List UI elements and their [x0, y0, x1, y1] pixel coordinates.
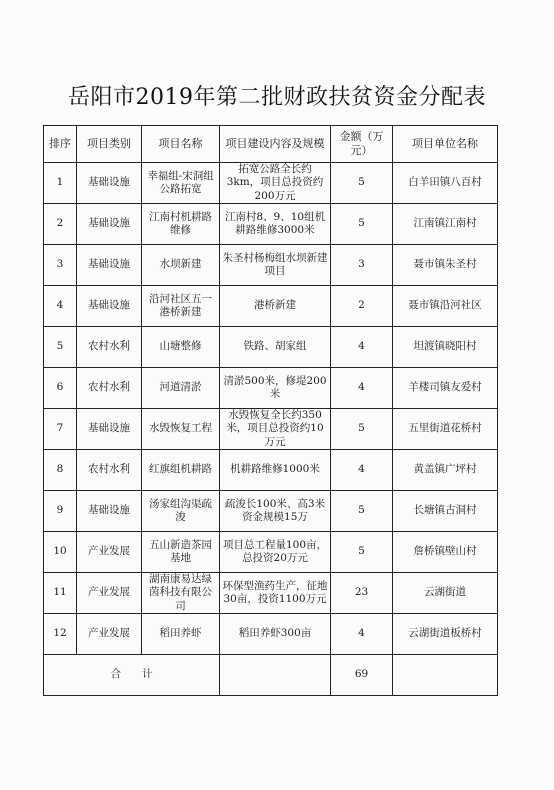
- col-header-content: 项目建设内容及规模: [220, 126, 331, 163]
- cell-category: 基础设施: [77, 491, 142, 532]
- cell-no: 3: [44, 245, 77, 286]
- cell-unit: 云湖街道: [393, 573, 498, 614]
- cell-no: 6: [44, 368, 77, 409]
- cell-no: 5: [44, 327, 77, 368]
- cell-content: 水毁恢复全长约350米，项目总投资约10万元: [220, 409, 331, 450]
- cell-category: 基础设施: [77, 163, 142, 204]
- cell-amount: 2: [331, 286, 393, 327]
- table-row: [44, 204, 498, 245]
- cell-name: 五山新造茶园基地: [142, 532, 220, 573]
- table-row: [44, 532, 498, 573]
- table-row: [44, 450, 498, 491]
- col-header-category: 项目类别: [77, 126, 142, 163]
- cell-category: 农村水利: [77, 368, 142, 409]
- cell-amount: 4: [331, 368, 393, 409]
- table-row: [44, 491, 498, 532]
- table-row: [44, 245, 498, 286]
- cell-amount: 3: [331, 245, 393, 286]
- table-row: [44, 286, 498, 327]
- total-blank-unit: [393, 655, 498, 696]
- cell-unit: 白羊田镇八百村: [393, 163, 498, 204]
- cell-name: 江南村机耕路维修: [142, 204, 220, 245]
- cell-content: 江南村8、9、10组机耕路维修3000米: [220, 204, 331, 245]
- cell-no: 10: [44, 532, 77, 573]
- cell-no: 1: [44, 163, 77, 204]
- cell-category: 产业发展: [77, 614, 142, 655]
- cell-amount: 4: [331, 327, 393, 368]
- cell-name: 稻田养虾: [142, 614, 220, 655]
- cell-amount: 5: [331, 204, 393, 245]
- cell-no: 4: [44, 286, 77, 327]
- col-header-unit: 项目单位名称: [393, 126, 498, 163]
- cell-category: 产业发展: [77, 532, 142, 573]
- cell-no: 8: [44, 450, 77, 491]
- cell-amount: 4: [331, 450, 393, 491]
- cell-content: 疏浚长100米、高3米资金规模15万: [220, 491, 331, 532]
- cell-category: 基础设施: [77, 286, 142, 327]
- cell-name: 水坝新建: [142, 245, 220, 286]
- cell-content: 环保型渔药生产，征地30亩，投资1100万元: [220, 573, 331, 614]
- cell-no: 2: [44, 204, 77, 245]
- cell-category: 基础设施: [77, 409, 142, 450]
- table-row: [44, 573, 498, 614]
- total-row: [44, 655, 498, 696]
- cell-unit: 长塘镇古洞村: [393, 491, 498, 532]
- cell-unit: 云湖街道板桥村: [393, 614, 498, 655]
- cell-name: 山塘整修: [142, 327, 220, 368]
- cell-no: 12: [44, 614, 77, 655]
- cell-unit: 黄盖镇广坪村: [393, 450, 498, 491]
- cell-content: 清淤500米，修堤200米: [220, 368, 331, 409]
- col-header-no: 排序: [44, 126, 77, 163]
- cell-category: 农村水利: [77, 327, 142, 368]
- cell-name: 红旗组机耕路: [142, 450, 220, 491]
- cell-unit: 五里街道花桥村: [393, 409, 498, 450]
- allocation-table: [43, 125, 498, 696]
- cell-amount: 4: [331, 614, 393, 655]
- cell-name: 湖南康易达绿茵科技有限公司: [142, 573, 220, 614]
- cell-content: 拓宽公路全长约3km，项目总投资约200万元: [220, 163, 331, 204]
- cell-amount: 5: [331, 163, 393, 204]
- cell-content: 稻田养虾300亩: [220, 614, 331, 655]
- col-header-name: 项目名称: [142, 126, 220, 163]
- cell-unit: 聂市镇朱圣村: [393, 245, 498, 286]
- cell-name: 沿河社区五一港桥新建: [142, 286, 220, 327]
- cell-content: 朱圣村杨梅组水坝新建项目: [220, 245, 331, 286]
- cell-content: 项目总工程量100亩，总投资20万元: [220, 532, 331, 573]
- cell-unit: 聂市镇沿河社区: [393, 286, 498, 327]
- cell-unit: 坦渡镇晓阳村: [393, 327, 498, 368]
- cell-category: 基础设施: [77, 245, 142, 286]
- table-row: [44, 327, 498, 368]
- cell-no: 7: [44, 409, 77, 450]
- total-blank: [220, 655, 331, 696]
- cell-unit: 江南镇江南村: [393, 204, 498, 245]
- cell-name: 水毁恢复工程: [142, 409, 220, 450]
- table-row: [44, 614, 498, 655]
- total-label: 合 计: [44, 655, 220, 696]
- cell-name: 河道清淤: [142, 368, 220, 409]
- cell-no: 11: [44, 573, 77, 614]
- cell-amount: 5: [331, 409, 393, 450]
- cell-amount: 5: [331, 532, 393, 573]
- col-header-amount: 金额（万元）: [331, 126, 393, 163]
- table-row: [44, 409, 498, 450]
- page-title: 岳阳市2019年第二批财政扶贫资金分配表: [68, 85, 486, 110]
- cell-amount: 5: [331, 491, 393, 532]
- cell-content: 机耕路维修1000米: [220, 450, 331, 491]
- total-amount: 69: [331, 655, 393, 696]
- cell-unit: 羊楼司镇友爱村: [393, 368, 498, 409]
- cell-category: 产业发展: [77, 573, 142, 614]
- header-row: [44, 126, 498, 163]
- table-row: [44, 368, 498, 409]
- cell-content: 铁路、胡家组: [220, 327, 331, 368]
- cell-name: 幸福组-宋洞组公路拓宽: [142, 163, 220, 204]
- cell-content: 港桥新建: [220, 286, 331, 327]
- cell-no: 9: [44, 491, 77, 532]
- cell-amount: 23: [331, 573, 393, 614]
- cell-category: 农村水利: [77, 450, 142, 491]
- cell-unit: 詹桥镇壁山村: [393, 532, 498, 573]
- table-row: [44, 163, 498, 204]
- cell-category: 基础设施: [77, 204, 142, 245]
- cell-name: 汤家组沟渠疏浚: [142, 491, 220, 532]
